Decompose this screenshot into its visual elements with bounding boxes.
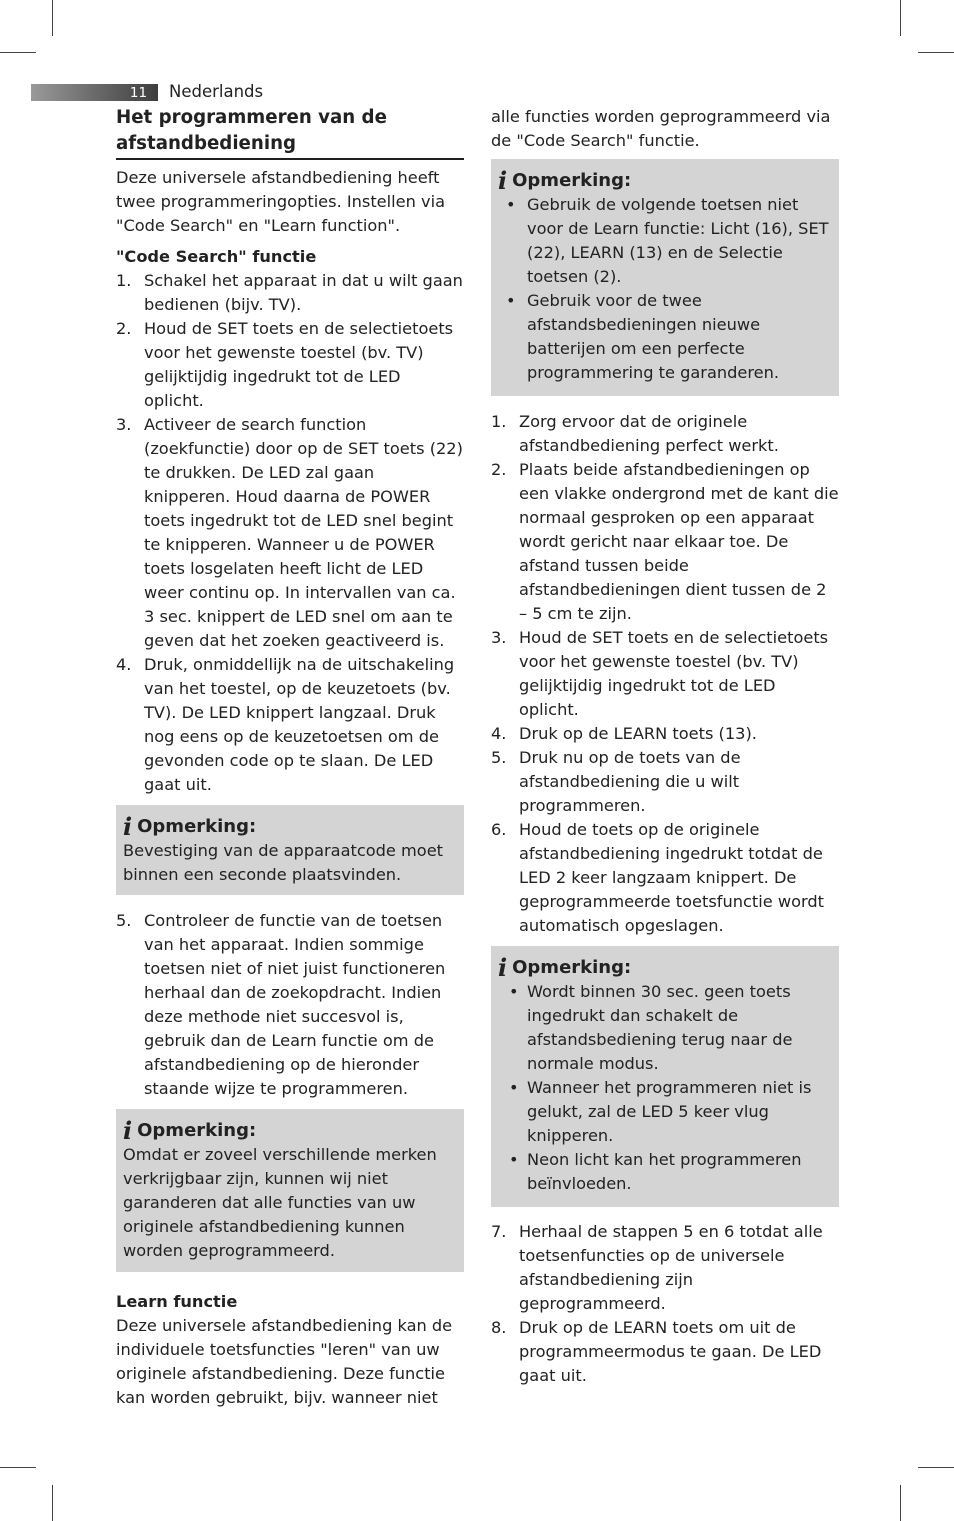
note-text: Omdat er zoveel verschillende merken verkrijgbaar zijn, kunnen wij niet garanderen dat alle functies van uw originele afstandbediening kunnen worden geprogrammeerd. [123, 1145, 437, 1260]
step-number: 1. [116, 271, 132, 290]
step-number: 1. [491, 412, 507, 431]
step-text: Controleer de functie van de toetsen van het apparaat. Indien sommige toetsen niet of niet juist functioneren herhaal dan de zoekopdracht. Indien deze methode niet succesvol is, gebruik dan de Learn functie om de afstandbediening op de hieronder staande wijze te programmeren. [144, 911, 446, 1098]
code-search-heading: "Code Search" functie [116, 247, 317, 266]
crop-mark [918, 1467, 954, 1468]
bullet-text: Gebruik de volgende toetsen niet voor de Learn functie: Licht (16), SET (22), LEARN (13) en de Selectie toetsen (2). [527, 195, 829, 286]
note-title-text: Opmerking: [137, 1120, 257, 1141]
bullet-text: Gebruik voor de twee afstandsbedieningen nieuwe batterijen om een perfecte programmering te garanderen. [527, 291, 780, 382]
note-title [123, 1116, 457, 1145]
crop-mark [918, 52, 954, 53]
crop-mark [900, 0, 901, 36]
step-number: 8. [491, 1318, 507, 1337]
step-text: Druk nu op de toets van de afstandbediening die u wilt programmeren. [519, 748, 741, 815]
intro-paragraph: Deze universele afstandbediening heeft twee programmeringopties. Instellen via "Code Search" en "Learn function". [116, 168, 445, 235]
continuation-paragraph: alle functies worden geprogrammeerd via de "Code Search" functie. [491, 107, 831, 150]
bullet-item [498, 289, 832, 385]
step-text: Herhaal de stappen 5 en 6 totdat alle toetsenfuncties op de universele afstandbediening zijn geprogrammeerd. [519, 1222, 823, 1313]
bullet-icon: • [509, 1150, 519, 1169]
step-text: Druk op de LEARN toets (13). [519, 724, 757, 743]
note-bullets [498, 980, 832, 1196]
note-bullets [498, 193, 832, 385]
list-item [116, 653, 464, 797]
note-title-text: Opmerking: [512, 170, 632, 191]
step-text: Plaats beide afstandbedieningen op een vlakke ondergrond met de kant die normaal gesproken op een apparaat wordt gericht naar elkaar toe. De afstand tussen beide afstandbedieningen dient tussen de 2 – 5 cm te zijn. [519, 460, 839, 623]
note-box [491, 159, 839, 396]
info-icon: i [123, 812, 133, 841]
note-box [116, 805, 464, 895]
bullet-text: Neon licht kan het programmeren beïnvloeden. [527, 1150, 802, 1193]
language-label: Nederlands [169, 82, 264, 101]
left-column [116, 105, 464, 1410]
list-item [116, 317, 464, 413]
crop-mark [900, 1485, 901, 1521]
list-item [491, 746, 839, 818]
note-title [498, 953, 832, 982]
step-text: Schakel het apparaat in dat u wilt gaan bedienen (bijv. TV). [144, 271, 463, 314]
step-text: Houd de SET toets en de selectietoets voor het gewenste toestel (bv. TV) gelijktijdig ingedrukt tot de LED oplicht. [519, 628, 829, 719]
list-item [491, 410, 839, 458]
step-number: 2. [491, 460, 507, 479]
right-column [491, 105, 839, 1388]
note-title [498, 166, 832, 195]
step-number: 7. [491, 1222, 507, 1241]
list-item [491, 722, 839, 746]
bullet-text: Wanneer het programmeren niet is gelukt, zal de LED 5 keer vlug knipperen. [527, 1078, 812, 1145]
step-text: Houd de SET toets en de selectietoets voor het gewenste toestel (bv. TV) gelijktijdig ingedrukt tot de LED oplicht. [144, 319, 454, 410]
code-search-steps-continued [116, 909, 464, 1101]
list-item [491, 1316, 839, 1388]
note-box [491, 946, 839, 1207]
note-box [116, 1109, 464, 1272]
step-number: 6. [491, 820, 507, 839]
bullet-icon: • [506, 291, 516, 310]
list-item [491, 1220, 839, 1316]
step-text: Zorg ervoor dat de originele afstandbediening perfect werkt. [519, 412, 779, 455]
list-item [116, 909, 464, 1101]
crop-mark [0, 52, 36, 53]
bullet-icon: • [509, 982, 519, 1001]
list-item [491, 818, 839, 938]
crop-mark [0, 1467, 36, 1468]
learn-steps-continued [491, 1220, 839, 1388]
bullet-icon: • [509, 1078, 519, 1097]
section-title: Het programmeren van de afstandbediening [116, 105, 464, 160]
step-number: 4. [491, 724, 507, 743]
code-search-steps [116, 269, 464, 797]
step-number: 5. [116, 911, 132, 930]
info-icon: i [498, 166, 508, 195]
crop-mark [52, 0, 53, 36]
step-number: 5. [491, 748, 507, 767]
note-title [123, 812, 457, 841]
note-title-text: Opmerking: [512, 957, 632, 978]
bullet-item [498, 193, 832, 289]
step-number: 4. [116, 655, 132, 674]
step-text: Druk op de LEARN toets om uit de programmeermodus te gaan. De LED gaat uit. [519, 1318, 822, 1385]
list-item [491, 458, 839, 626]
crop-mark [52, 1485, 53, 1521]
step-text: Activeer de search function (zoekfunctie) door op de SET toets (22) te drukken. De LED zal gaan knipperen. Houd daarna de POWER toets ingedrukt tot de LED snel begint te knipperen. Wanneer u de POWER toets losgelaten heeft licht de LED weer continu op. In intervallen van ca. 3 sec. knippert de LED snel om aan te geven dat het zoeken geactiveerd is. [144, 415, 463, 650]
bullet-icon: • [506, 195, 516, 214]
note-text: Bevestiging van de apparaatcode moet binnen een seconde plaatsvinden. [123, 841, 444, 884]
bullet-item [498, 1148, 832, 1196]
bullet-item [498, 1076, 832, 1148]
note-title-text: Opmerking: [137, 816, 257, 837]
step-number: 2. [116, 319, 132, 338]
step-text: Druk, onmiddellijk na de uitschakeling van het toestel, op de keuzetoets (bv. TV). De LED knippert langzaal. Druk nog eens op de keuzetoetsen om de gevonden code op te slaan. De LED gaat uit. [144, 655, 455, 794]
page-number: 11 [129, 85, 148, 101]
list-item [116, 269, 464, 317]
learn-heading: Learn functie [116, 1292, 238, 1311]
learn-steps [491, 410, 839, 938]
bullet-text: Wordt binnen 30 sec. geen toets ingedrukt dan schakelt de afstandsbediening terug naar de normale modus. [527, 982, 793, 1073]
learn-paragraph: Deze universele afstandbediening kan de individuele toetsfuncties "leren" van uw originele afstandbediening. Deze functie kan worden gebruikt, bijv. wanneer niet [116, 1316, 453, 1407]
info-icon: i [498, 953, 508, 982]
list-item [116, 413, 464, 653]
info-icon: i [123, 1116, 133, 1145]
step-number: 3. [116, 415, 132, 434]
step-number: 3. [491, 628, 507, 647]
step-text: Houd de toets op de originele afstandbediening ingedrukt totdat de LED 2 keer langzaam knippert. De geprogrammeerde toetsfunctie wordt automatisch opgeslagen. [519, 820, 824, 935]
bullet-item [498, 980, 832, 1076]
list-item [491, 626, 839, 722]
